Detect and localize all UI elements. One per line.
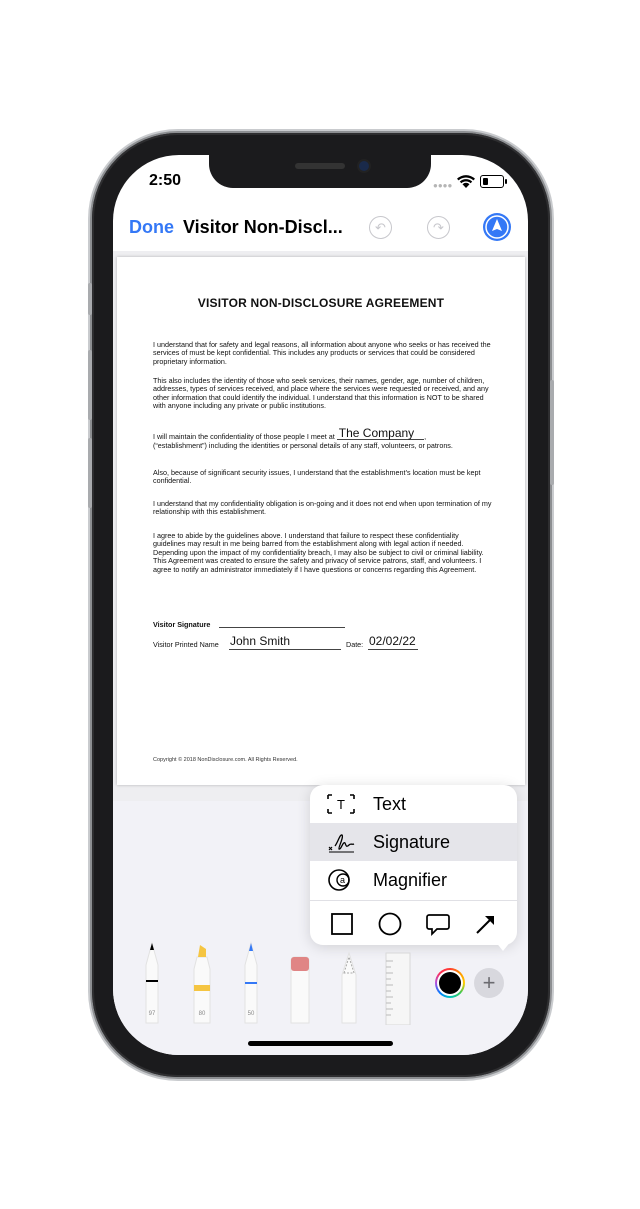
paragraph-3-text: I will maintain the confidentiality of those people I meet at bbox=[153, 432, 335, 441]
add-annotation-plus-icon[interactable]: + bbox=[474, 968, 504, 998]
signature-label: Visitor Signature bbox=[153, 620, 211, 629]
paragraph-1: I understand that for safety and legal reasons, all information about anyone who seeks or has received the services of must be kept confidential. This includes any products or services that could be considered proprietary information. bbox=[153, 340, 491, 366]
status-time: 2:50 bbox=[149, 172, 182, 189]
text-box-icon bbox=[326, 792, 356, 816]
power-button bbox=[550, 380, 554, 485]
document-viewer[interactable] bbox=[113, 251, 528, 801]
screen bbox=[113, 155, 528, 1055]
menu-label-magnifier: Magnifier bbox=[373, 870, 448, 890]
color-picker-button[interactable] bbox=[435, 968, 465, 998]
wifi-icon bbox=[456, 173, 476, 189]
drawing-tools bbox=[113, 935, 528, 1025]
ruler-tool[interactable] bbox=[385, 935, 411, 1025]
signature-line[interactable] bbox=[219, 627, 345, 628]
signature-icon bbox=[326, 830, 356, 854]
date-line bbox=[368, 649, 418, 650]
printed-name-label: Visitor Printed Name bbox=[153, 640, 219, 649]
done-button[interactable]: Done bbox=[129, 217, 174, 237]
speaker bbox=[295, 163, 345, 169]
printed-name-value[interactable]: John Smith bbox=[230, 634, 291, 648]
svg-text:a: a bbox=[339, 875, 346, 885]
mute-switch bbox=[88, 283, 92, 315]
date-value[interactable]: 02/02/22 bbox=[369, 634, 416, 648]
add-annotation-menu bbox=[310, 785, 517, 945]
menu-item-magnifier[interactable] bbox=[310, 861, 517, 899]
menu-item-text[interactable] bbox=[310, 785, 517, 823]
arrow-icon[interactable] bbox=[473, 911, 499, 937]
menu-label-text: Text bbox=[373, 794, 407, 814]
company-fill[interactable]: The Company bbox=[337, 427, 424, 440]
front-camera bbox=[359, 161, 369, 171]
pencil-width: 50 bbox=[247, 1011, 255, 1017]
paragraph-5: I understand that my confidentiality obligation is on-going and it does not end when upon termination of my relationship with this establishment. bbox=[153, 499, 492, 517]
paragraph-4: Also, because of significant security issues, I understand that the establishment’s location must be kept confidential. bbox=[153, 468, 481, 486]
square-icon[interactable] bbox=[329, 911, 355, 937]
paragraph-6: I agree to abide by the guidelines above. I understand that failure to respect these confidentiality guidelines may result in me being barred from the establishment along with legal action if needed. Depending upon the impact of my confidentiality breach, I may also be subject to civil or criminal liability. This Agreement was created to ensure the safety and privacy of service patrons, staff, and volunteers. I agree to notify an administrator immediately if I have questions or concerns regarding this Agreement. bbox=[153, 531, 484, 574]
date-label: Date: bbox=[346, 640, 364, 649]
copyright-text: Copyright © 2018 NonDisclosure.com. All Rights Reserved. bbox=[153, 757, 298, 763]
menu-item-signature[interactable] bbox=[310, 823, 517, 861]
agreement-title: VISITOR NON-DISCLOSURE AGREEMENT bbox=[197, 296, 445, 310]
document-page[interactable] bbox=[117, 257, 525, 785]
paragraph-3-cont: (“establishment”) including the identities or personal details of any staff, volunteers, or patrons. bbox=[153, 441, 453, 450]
pen-width: 97 bbox=[148, 1011, 156, 1017]
redo-icon[interactable]: ↷ bbox=[427, 216, 450, 239]
pencil-tool[interactable] bbox=[241, 935, 261, 1025]
cellular-signal-icon: ●●●● bbox=[433, 181, 453, 190]
printed-name-line bbox=[229, 649, 341, 650]
highlighter-tool[interactable] bbox=[192, 935, 212, 1025]
battery-tip bbox=[505, 179, 507, 184]
volume-down-button bbox=[88, 438, 92, 508]
menu-label-signature: Signature bbox=[373, 832, 451, 852]
speech-bubble-icon[interactable] bbox=[425, 911, 451, 937]
circle-icon[interactable] bbox=[377, 911, 403, 937]
undo-icon[interactable]: ↶ bbox=[369, 216, 392, 239]
highlighter-width: 80 bbox=[198, 1011, 206, 1017]
paragraph-3: I will maintain the confidentiality of those people I meet at The Company , (“establishment”) including the identities or personal details of any staff, volunteers, or patrons. bbox=[153, 426, 453, 450]
markup-pen-icon[interactable] bbox=[483, 213, 511, 241]
notch bbox=[209, 155, 431, 188]
svg-text:T: T bbox=[337, 797, 345, 812]
eraser-tool[interactable] bbox=[290, 935, 310, 1025]
document-title: Visitor Non-Discl... bbox=[183, 217, 343, 237]
home-indicator[interactable] bbox=[248, 1041, 393, 1046]
pen-tool[interactable] bbox=[142, 935, 162, 1025]
paragraph-2: This also includes the identity of those who seek services, their names, gender, age, number of children, addresses, types of services received, and place where the services were requested or received, and any other information that could identify the individual. I understand that this information is NOT to be shared with anyone including any private or public institutions. bbox=[153, 376, 489, 411]
lasso-tool[interactable] bbox=[339, 935, 359, 1025]
navigation-bar bbox=[113, 205, 528, 251]
battery-icon bbox=[480, 175, 504, 188]
magnifier-icon bbox=[326, 868, 356, 892]
volume-up-button bbox=[88, 350, 92, 420]
